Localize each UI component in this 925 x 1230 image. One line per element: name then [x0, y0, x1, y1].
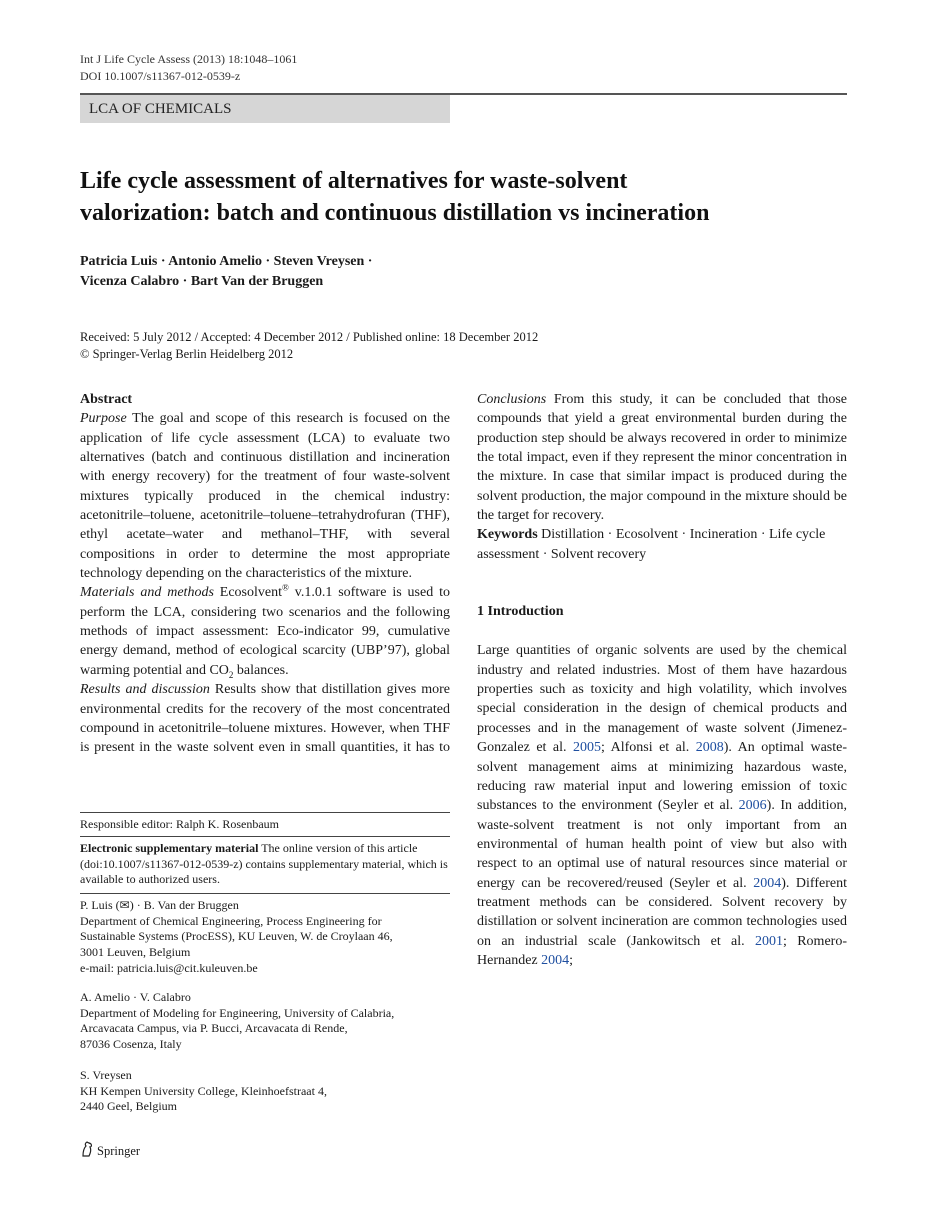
results-label: Results and discussion	[80, 682, 210, 698]
registered-mark: ®	[282, 582, 289, 593]
corresponding-email[interactable]: e-mail: patricia.luis@cit.kuleuven.be	[80, 960, 258, 975]
footnote-rule-3	[80, 893, 450, 894]
footnote-rule	[80, 812, 450, 813]
results-text: Results show that distillation gives more environmental credits for the recovery of the most concentrated compound in acetonitrile–toluene mixtures. However, when THF is present in the waste solvent even in small quantities, it has to	[80, 682, 450, 756]
intro-text-1: Large quantities of organic solvents are used by the chemical industry and related industries. Most of them have hazardous properties such as toxicity and high volatility, which involves special consideration in the design of chemical products and processes and in the management of waste solvent (Jimenez-Gonzalez et al.	[477, 643, 847, 756]
intro-text-3: ). An optimal waste-solvent management aims at minimizing hazardous waste, reducing raw material input and lowering emission of toxic substances to the environment (Seyler et al.	[477, 740, 848, 814]
intro-heading: 1 Introduction	[477, 604, 564, 620]
springer-horse-icon	[80, 1141, 94, 1161]
citation-link[interactable]: 2008	[695, 740, 724, 756]
affiliation-3	[80, 1068, 450, 1115]
abstract-conclusions	[477, 390, 847, 525]
methods-text-c: balances.	[233, 662, 289, 678]
esm-label: Electronic supplementary material	[80, 841, 259, 855]
citation-link[interactable]: 2004	[541, 952, 570, 968]
methods-label: Materials and methods	[80, 585, 214, 601]
copyright: © Springer-Verlag Berlin Heidelberg 2012	[80, 347, 294, 361]
intro-text-5: ). Different treatment methods can be considered. Solvent recovery by distillation or solvent incineration are common technologies used on an industrial scale (Jankowitsch et al.	[477, 875, 847, 949]
co2-subscript: 2	[228, 669, 234, 680]
article-title	[80, 165, 860, 229]
footnote-rule-2	[80, 836, 450, 837]
aff3-names: S. Vreysen	[80, 1068, 132, 1082]
authors-line-2: Vicenza Calabro · Bart Van der Bruggen	[80, 274, 324, 289]
purpose-label: Purpose	[80, 411, 127, 427]
aff2-line-2: Arcavacata Campus, via P. Bucci, Arcavacata di Rende,	[80, 1021, 348, 1036]
aff1-line-2: Sustainable Systems (ProcESS), KU Leuven, W. de Croylaan 46,	[80, 929, 393, 944]
methods-text-b: v.1.0.1 software is used to perform the LCA, considering two scenarios and the following methods of impact assessment: Eco-indicator 99, cumulative energy demand, method of ecological scarcity (UBP’97), global warming potential and CO	[80, 585, 450, 678]
intro-text-7: ;	[569, 952, 574, 968]
intro-text-2: ; Alfonsi et al.	[601, 740, 696, 756]
affiliation-2	[80, 990, 450, 1053]
abstract-column	[80, 390, 450, 757]
keywords-text: Distillation · Ecosolvent · Incineration · Life cycle assessment · Solvent recovery	[477, 527, 826, 562]
abstract-purpose	[80, 409, 450, 583]
intro-text-6: ; Romero-Hernandez	[477, 933, 847, 968]
title-line-1: Life cycle assessment of alternatives for waste-solvent	[80, 168, 628, 194]
abstract-results	[80, 680, 450, 757]
section-label: LCA OF CHEMICALS	[89, 101, 232, 117]
citation-link[interactable]: 2005	[573, 740, 602, 756]
citation-link[interactable]: 2006	[738, 798, 767, 814]
esm-text: The online version of this article (doi:10.1007/s11367-012-0539-z) contains supplementary material, which is available to authorized users.	[80, 841, 448, 887]
publication-dates	[80, 329, 538, 363]
aff2-line-1: Department of Modeling for Engineering, University of Calabria,	[80, 1005, 395, 1020]
purpose-text: The goal and scope of this research is focused on the application of life cycle assessment (LCA) to evaluate two alternatives (batch and continuous distillation and incineration with energy recovery) for the treatment of four waste-solvent mixtures typically produced in the chemical industry: acetonitrile–toluene, acetonitrile–toluene–tetrahydrofuran (THF), ethyl acetate–water and methanol–THF, with several compositions in order to determine the most appropriate technology depending on the characteristics of the mixture.	[80, 411, 450, 582]
citation-link[interactable]: 2001	[755, 933, 783, 949]
conclusions-label: Conclusions	[477, 392, 547, 407]
aff2-line-3: 87036 Cosenza, Italy	[80, 1037, 182, 1052]
authors-line-1: Patricia Luis · Antonio Amelio · Steven Vreysen ·	[80, 254, 373, 269]
journal-citation: Int J Life Cycle Assess (2013) 18:1048–1061	[80, 52, 298, 66]
keywords	[477, 525, 847, 564]
aff1-line-1: Department of Chemical Engineering, Process Engineering for	[80, 913, 382, 928]
conclusions-text: From this study, it can be concluded that those compounds that yield a great environmental burden during the production step should be always recovered in order to minimize the total impact, even if they represent the minor concentration in the mixture. In case that similar impact is produced during the solvent production, the major compound in the mixture should be the target for recovery.	[477, 392, 847, 524]
abstract-methods	[80, 583, 450, 680]
publisher-name: Springer	[97, 1144, 141, 1158]
aff3-line-2: 2440 Geel, Belgium	[80, 1099, 177, 1114]
abstract-heading: Abstract	[80, 392, 133, 407]
responsible-editor: Responsible editor: Ralph K. Rosenbaum	[80, 817, 279, 831]
methods-text-a: Ecosolvent	[213, 585, 282, 601]
aff2-names: A. Amelio · V. Calabro	[80, 990, 191, 1004]
citation-link[interactable]: 2004	[753, 875, 782, 891]
history-dates: Received: 5 July 2012 / Accepted: 4 December 2012 / Published online: 18 December 2012	[80, 330, 539, 344]
intro-text-4: ). In addition, waste-solvent treatment is not only important from an environmental of human health point of view but also with respect to an optimal use of natural resources since material or energy can be recovered/reused (Seyler et al.	[477, 798, 847, 891]
affiliation-1	[80, 898, 450, 977]
keywords-label: Keywords	[477, 527, 538, 543]
aff3-line-1: KH Kempen University College, Kleinhoefstraat 4,	[80, 1083, 327, 1098]
page-footer	[80, 1141, 140, 1161]
aff1-names: P. Luis (✉) · B. Van der Bruggen	[80, 898, 239, 912]
title-line-2: valorization: batch and continuous distillation vs incineration	[80, 200, 710, 226]
esm-note	[80, 841, 450, 888]
intro-paragraph	[477, 641, 847, 970]
doi: DOI 10.1007/s11367-012-0539-z	[80, 69, 241, 83]
author-list	[80, 252, 580, 292]
aff1-line-3: 3001 Leuven, Belgium	[80, 945, 191, 960]
right-column	[477, 390, 847, 970]
